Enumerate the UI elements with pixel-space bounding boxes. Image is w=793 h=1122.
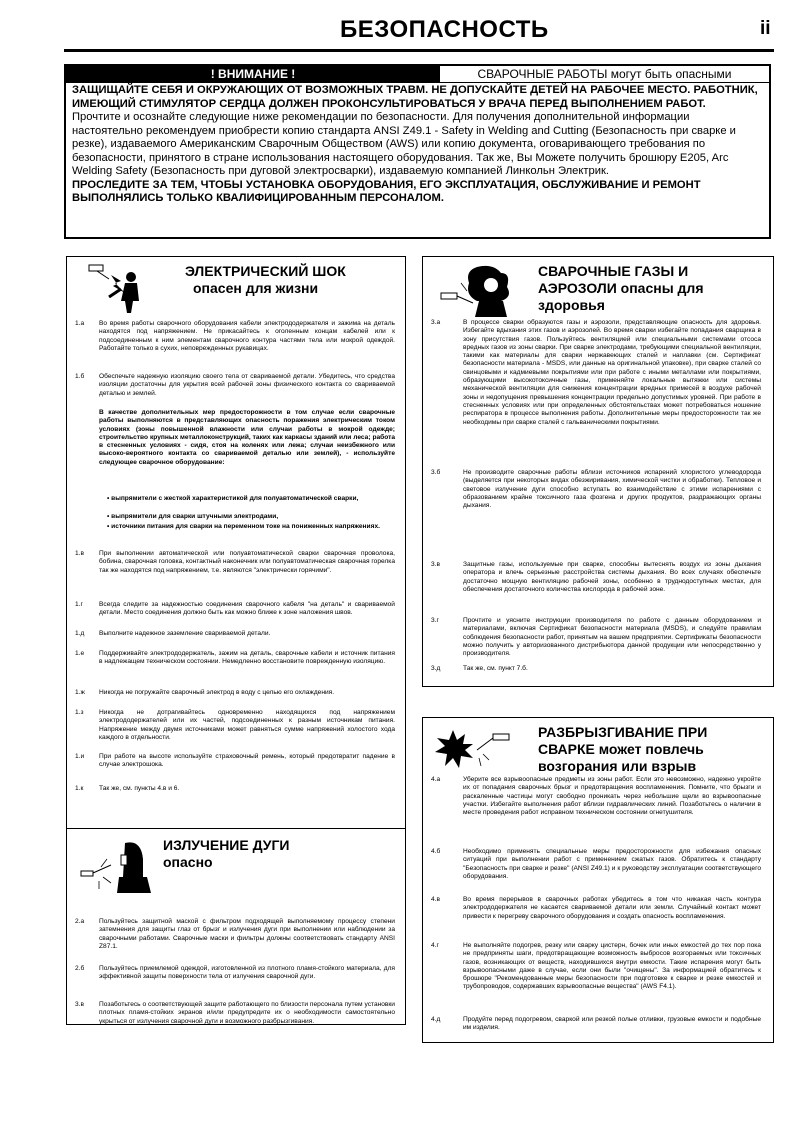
item-number: 3.в xyxy=(431,561,441,568)
bullet-text: • выпрямители для сварки штучными электродами, xyxy=(107,513,279,520)
item-text: Всегда следите за надежностью соединения сварочного кабеля "на деталь" и свариваемой детали. Место соединения должно быть как можно ближе к зоне наложения швов. xyxy=(99,601,395,617)
item-text: Никогда не дотрагивайтесь одновременно находящихся под напряжением электрододержателей или их частей, подсоединенных к разным источникам питания. Напряжение между двумя источниками может равняться сумме напряжений холостого хода каждого в отдельности. xyxy=(99,709,395,741)
item-text: Не производите сварочные работы вблизи источников испарений хлористого углеводорода (выделяется при некоторых видах обезжиривания, химической чистки и обработки). Тепловое и световое излучение дуги способно вступать во взаимодействие с этими испарениями с образованием крайне токсичного газа фозгена и других продуктов, раздражающих органы дыхания. xyxy=(463,469,761,510)
shock-title-line2: опасен для жизни xyxy=(193,280,319,296)
item-text: Прочтите и уясните инструкции производителя по работе с данным оборудованием и материалами, включая Сертификат безопасности материала (MSDS), и следуйте правилам соблюдения безопасности работ, принятым на вашем предприятии. Сертификаты безопасности можно получить у авторизованного дистрибьютора данной продукции или непосредственно у производителя. xyxy=(463,617,761,658)
shock-title xyxy=(185,263,395,297)
spatter-title-line3: возгорания или взрыв xyxy=(538,758,697,774)
item-number: 1.ж xyxy=(75,689,85,696)
item-number: 3.в xyxy=(75,1001,85,1008)
warning-header: ! ВНИМАНИЕ ! xyxy=(66,66,440,82)
explosion-icon xyxy=(433,724,519,774)
item-text: В качестве дополнительных мер предосторожности в том случае если сварочные работы выполняются в представляющих опасность поражения электрическим током условиях (зоны повышенной влажности или случаи работы в мокрой одежде; строительство крупных металлоконструкций, таких как каркасы зданий или леса; работа в стесненных условиях - сидя, стоя на коленях или лежа; случаи неизбежного или высоко-вероятного контакта со свариваемой деталью или землей), - используйте следующее сварочное оборудование: xyxy=(99,409,395,466)
item-number: 1.з xyxy=(75,709,84,716)
item-text: Никогда не погружайте сварочный электрод в воду с целью его охлаждения. xyxy=(99,689,335,696)
item-number: 4.г xyxy=(431,942,439,949)
warning-p1: ЗАЩИЩАЙТЕ СЕБЯ И ОКРУЖАЮЩИХ ОТ ВОЗМОЖНЫХ ТРАВМ. НЕ ДОПУСКАЙТЕ ДЕТЕЙ НА РАБОЧЕЕ МЕСТО. РАБОТНИК, ИМЕЮЩИЙ СТИМУЛЯТОР СЕРДЦА ДОЛЖЕН ПРОКОНСУЛЬТИРОВАТЬСЯ У ВРАЧА ПЕРЕД ВЫПОЛНЕНИЕМ РАБОТ. xyxy=(72,84,758,110)
fumes-title-line1: СВАРОЧНЫЕ ГАЗЫ И xyxy=(538,263,689,279)
item-number: 3.г xyxy=(431,617,439,624)
item-number: 3.а xyxy=(431,319,441,326)
warning-body xyxy=(72,84,763,206)
spatter-section xyxy=(422,717,774,1043)
fumes-title-line3: здоровья xyxy=(538,297,605,313)
electric-shock-icon xyxy=(87,263,147,315)
item-number: 1.а xyxy=(75,320,85,327)
item-text: Так же, см. пункт 7.б. xyxy=(463,665,528,672)
warning-p2: Прочтите и осознайте следующие ниже рекомендации по безопасности. Для получения дополнительной информации настоятельно рекомендуем приобрести копию стандарта ANSI Z49.1 - Safety in Welding and Cutting (Безопасность при сварке и резке), издаваемого Американским Сварочным Обществом (AWS) или копию документа, оговаривающего требования по безопасности, принятого в стране использования настоящего оборудования. Так же, Вы Можете получить брошюру E205, Arc Welding Safety (Безопасность при дуговой электросварки), издаваемую компанией Линкольн Электрик. xyxy=(72,111,736,177)
item-text: Необходимо применять специальные меры предосторожности для избежания опасных ситуаций при выполнении работ с применением сжатых газов. Обратитесь к стандарту "Безопасность при сварке и резке" (ANSI Z49.1) и к руководству эксплуатации соответствующего оборудования. xyxy=(463,848,761,880)
item-text: Поддерживайте электрододержатель, зажим на деталь, сварочные кабели и источник питания в надлежащем техническом состоянии. Немедленно восстановите поврежденную изоляцию. xyxy=(99,650,395,666)
item-text: Так же, см. пункты 4.в и 6. xyxy=(99,785,180,792)
spatter-title-line1: РАЗБРЫЗГИВАНИЕ ПРИ xyxy=(538,724,708,740)
fumes-title xyxy=(538,263,758,314)
arc-title-line1: ИЗЛУЧЕНИЕ ДУГИ xyxy=(163,837,290,853)
item-number: 1.и xyxy=(75,753,85,760)
bullet-text: • выпрямители с жесткой характеристикой для полуавтоматической сварки, xyxy=(107,495,359,502)
page-number: ii xyxy=(760,18,771,39)
warning-box xyxy=(64,64,771,239)
item-text: Позаботьтесь о соответствующей защите работающего по близости персонала путем установки плотных пламя-стойких экранов и/или предупредите их о необходимости самостоятельно укрыться от излучения сварочной дуги и возможного разбрызгивания. xyxy=(99,1001,395,1025)
item-text: Не выполняйте подогрев, резку или сварку цистерн, бочек или иных емкостей до тех пор пока не предприняты шаги, предотвращающие возможность выбросов возгораемых или токсичных газов, возникающих от веществ, находившихся внутри емкости. Такие испарения могут быть взрывоопасными даже в случае, если они были "очищены". За информацией обратитесь к брошюре "Рекомендованные меры безопасности при подготовке к сварке и резке емкостей и трубопроводов, содержавших взрывоопасные вещества" (AWS F4.1). xyxy=(463,942,761,991)
item-number: 4.в xyxy=(431,896,441,903)
fumes-section xyxy=(422,256,774,687)
fumes-title-line2: АЭРОЗОЛИ опасны для xyxy=(538,280,704,296)
item-text: Пользуйтесь приемлемой одеждой, изготовленной из плотного пламя-стойкого материала, для эффективной защиты поверхности тела от излучения сварочной дуги. xyxy=(99,965,395,981)
item-text: В процессе сварки образуются газы и аэрозоли, представляющие опасность для здоровья. Избегайте вдыхания этих газов и аэрозолей. Во время сварки избегайте попадания сварщика в зону присутствия газов. Пользуйтесь вентиляцией или специальными системами отсоса вредных газов из зоны сварки. При сварке электродами, требующими специальной вентиляции, такими как материалы для сварки нержавеющих сталей и наплавки (см. Сертификат безопасности материала - MSDS, или данные на оригинальной упаковке), при сварке сталей со свинцовыми и кадмиевыми покрытиями или при работе с иными металлами или покрытиями, образующими высокотоксичные газы, применяйте локальные вытяжки или системы механической вентиляции для снижения концентрации вредных примесей в воздухе рабочей зоны и недопущения превышения концентрации предельно допустимых уровней. При работе в стесненных условиях или при определенных обстоятельствах может потребоваться ношение респиратора в процессе выполнения работы. Дополнительные меры предосторожности так же необходимы при сварке сталей с гальваническими покрытиями. xyxy=(463,319,761,426)
arc-section xyxy=(66,828,406,1025)
arc-title xyxy=(163,837,363,871)
arc-title-line2: опасно xyxy=(163,854,213,870)
item-number: 1.б xyxy=(75,373,85,380)
spatter-title xyxy=(538,724,758,775)
item-text: Выполните надежное заземление свариваемой детали. xyxy=(99,630,271,637)
item-text: При выполнении автоматической или полуавтоматической сварки сварочная проволока, бобина, сварочная головка, контактный наконечник или полуавтоматическая сварочная горелка так же находятся под напряжением, т.е. являются "электрически горячими". xyxy=(99,550,395,574)
item-text: Уберите все взрывоопасные предметы из зоны работ. Если это невозможно, надежно укройте их от попадания сварочных брызг и предотвращения воспламенения. Помните, что брызги и раскаленные частицы могут свободно проникать через небольшие щели во взрывоопасные участки. Избегайте выполнения работ вблизи гидравлических линий. Позаботьтесь о наличии в месте проведения работ исправном техническом состоянии огнетушителя. xyxy=(463,776,761,817)
arc-radiation-icon xyxy=(77,837,153,893)
item-number: 4.а xyxy=(431,776,441,783)
spatter-title-line2: СВАРКЕ может повлечь xyxy=(538,741,704,757)
item-number: 4.б xyxy=(431,848,441,855)
item-number: 2.б xyxy=(75,965,85,972)
item-text: Обеспечьте надежную изоляцию своего тела от свариваемой детали. Убедитесь, что средства изоляции достаточны для укрытия всей рабочей зоны физического контакта со свариваемой деталью и землей. xyxy=(99,373,395,397)
item-text: Во время работы сварочного оборудования кабели электрододержателя и зажима на деталь находятся под напряжением. Не прикасайтесь к оголенным концам кабелей или к подсоединенным к ним элементам сварочного контура частями тела или мокрой одеждой. Работайте только в сухих, неповрежденных рукавицах. xyxy=(99,320,395,352)
item-number: 1.в xyxy=(75,550,85,557)
item-number: 3.б xyxy=(431,469,441,476)
warning-p3: ПРОСЛЕДИТЕ ЗА ТЕМ, ЧТОБЫ УСТАНОВКА ОБОРУДОВАНИЯ, ЕГО ЭКСПЛУАТАЦИЯ, ОБСЛУЖИВАНИЕ И РЕМОНТ ВЫПОЛНЯЛИСЬ ТОЛЬКО КВАЛИФИЦИРОВАННЫМ ПЕРСОНАЛОМ. xyxy=(72,178,701,204)
fumes-icon xyxy=(431,263,521,317)
warning-title: СВАРОЧНЫЕ РАБОТЫ могут быть опасными xyxy=(477,67,732,81)
item-text: Пользуйтесь защитной маской с фильтром подходящей выполняемому процессу степени затемнения для защиты глаз от брызг и излучения дуги при выполнении или наблюдении за сварочными работами. Сварочные маски и фильтры должны соответствовать стандарту ANSI Z87.1. xyxy=(99,918,395,950)
item-number: 4.д xyxy=(431,1016,441,1023)
warning-header-bar xyxy=(66,66,769,83)
bullet-text: • источники питания для сварки на переменном токе на пониженных напряжениях. xyxy=(107,523,380,530)
item-number: 1.д xyxy=(75,630,85,637)
item-number: 2.а xyxy=(75,918,85,925)
item-text: Продуйте перед подогревом, сваркой или резкой полые отливки, грузовые емкости и подобные им изделия. xyxy=(463,1016,761,1032)
shock-section xyxy=(66,256,406,850)
item-number: 1.е xyxy=(75,650,85,657)
item-text: Во время перерывов в сварочных работах убедитесь в том что никакая часть контура электрододержателя не касается свариваемой детали или земли. Случайный контакт может привести к перегреву сварочного оборудования и создать опасность воспламенения. xyxy=(463,896,761,920)
item-number: 1.г xyxy=(75,601,83,608)
item-number: 1.к xyxy=(75,785,84,792)
item-text: При работе на высоте используйте страховочный ремень, который предотвратит падение в случае электрошока. xyxy=(99,753,395,769)
title-rule xyxy=(64,49,774,52)
page-title: БЕЗОПАСНОСТЬ xyxy=(340,16,549,43)
item-number: 3.д xyxy=(431,665,441,672)
item-text: Защитные газы, используемые при сварке, способны вытеснять воздух из зоны дыхания оператора и влечь серьезные расстройства системы дыхания. Во всех случаях обеспечьте достаточно мощную вентиляцию рабочей зоны, особенно в труднодоступных местах, для обеспечения достаточного количества кислорода в рабочей зоне. xyxy=(463,561,761,593)
shock-title-line1: ЭЛЕКТРИЧЕСКИЙ ШОК xyxy=(185,263,346,279)
